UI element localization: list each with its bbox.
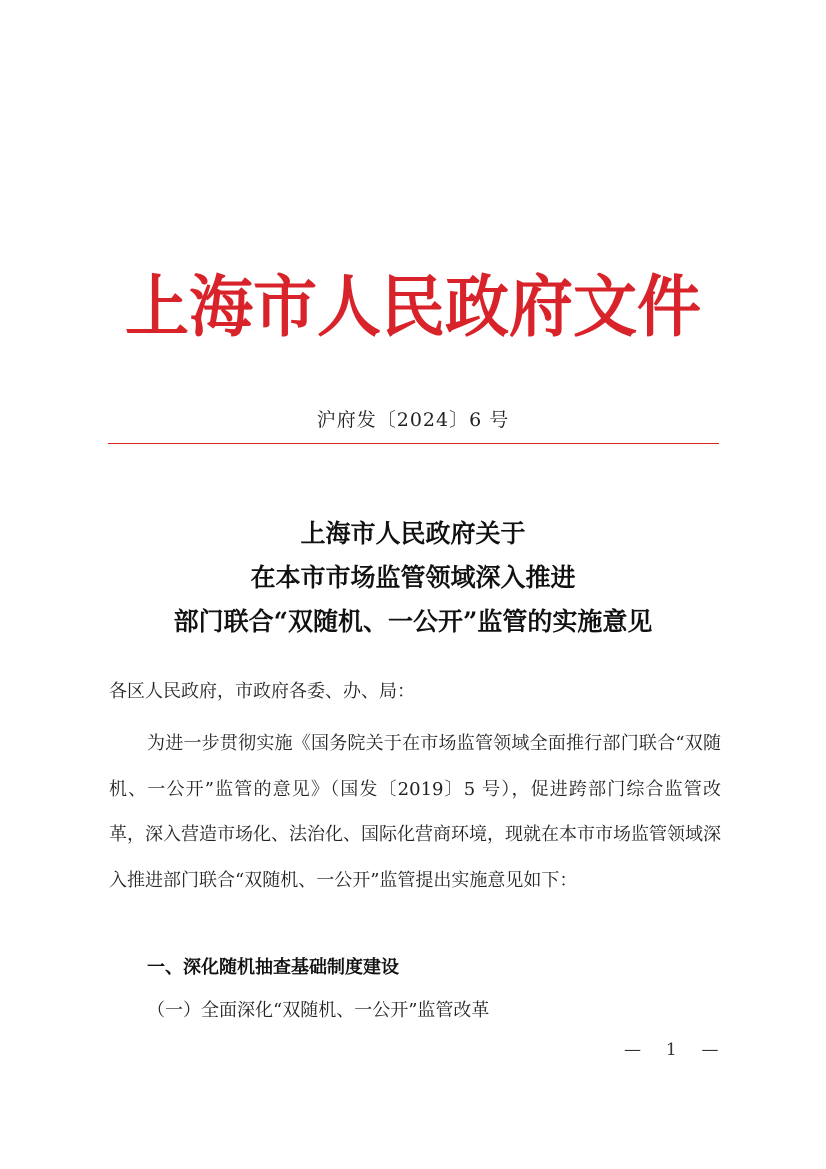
page-dash-left: — bbox=[624, 1040, 641, 1060]
title-line-2: 在本市市场监管领域深入推进 bbox=[250, 563, 576, 592]
page-number bbox=[624, 1036, 719, 1064]
document-number: 沪府发〔2024〕6 号 bbox=[316, 409, 510, 431]
subsection-heading-1: （一）全面深化“双随机、一公开”监管改革 bbox=[147, 1000, 490, 1021]
title-line-3: 部门联合“双随机、一公开”监管的实施意见 bbox=[173, 607, 653, 636]
intro-paragraph-text: 为进一步贯彻实施《国务院关于在市场监管领域全面推行部门联合“双随机、一公开”监管的意见》（国发〔2019〕5 号），促进跨部门综合监管改革，深入营造市场化、法治化、国际化营商环境，现就在本市市场监管领域深入推进部门联合“双随机、一公开”监管提出实施意见如下： bbox=[109, 733, 721, 891]
salutation: 各区人民政府，市政府各委、办、局： bbox=[109, 681, 415, 702]
section-heading-1: 一、深化随机抽查基础制度建设 bbox=[147, 957, 399, 978]
intro-paragraph bbox=[109, 721, 721, 903]
masthead-title: 上海市人民政府文件 bbox=[125, 268, 701, 347]
title-line-1: 上海市人民政府关于 bbox=[300, 519, 526, 548]
red-divider-line bbox=[108, 443, 719, 444]
document-title bbox=[0, 512, 826, 644]
page-number-value: 1 bbox=[665, 1040, 677, 1060]
page-dash-right: — bbox=[701, 1040, 719, 1060]
